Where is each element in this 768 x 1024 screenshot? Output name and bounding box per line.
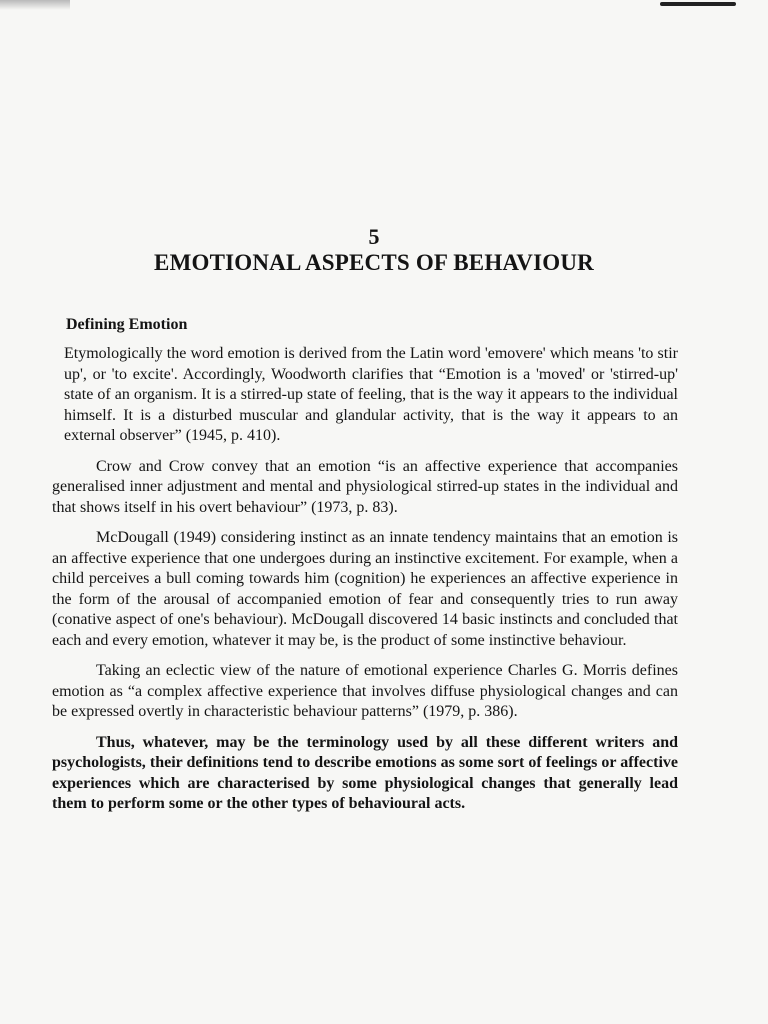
chapter-number: 5	[368, 224, 380, 249]
chapter-body	[52, 316, 678, 825]
scan-mark	[660, 2, 736, 6]
paragraph-crow: Crow and Crow convey that an emotion “is an affective experience that accompanies generalised inner adjustment and mental and physiological stirred-up states in the individual and that shows itself in his overt behaviour” (1973, p. 83).	[52, 457, 678, 516]
section-heading: Defining Emotion	[66, 316, 188, 333]
paragraph-etymology: Etymologically the word emotion is derived from the Latin word 'emovere' which means 'to stir up', or 'to excite'. Accordingly, Woodworth clarifies that “Emotion is a 'moved' or 'stirred-up' state of an organism. It is a stirred-up state of feeling, that is the way it appears to the individual himself. It is a disturbed muscular and glandular activity, that is the way it appears to an external observer” (1945, p. 410).	[64, 345, 678, 444]
paragraph-mcdougall: McDougall (1949) considering instinct as an innate tendency maintains that an emotion is an affective experience that one undergoes during an instinctive excitement. For example, when a child perceives a bull coming towards him (cognition) he experiences an affective experience in the form of the arousal of accompanied emotion of fear and consequently tries to run away (conative aspect of one's behaviour). McDougall discovered 14 basic instincts and concluded that each and every emotion, whatever it may be, is the product of some instinctive behaviour.	[52, 529, 678, 649]
scan-shadow	[0, 0, 70, 10]
paragraph-summary: Thus, whatever, may be the terminology used by all these different writers and psychologists, their definitions tend to describe emotions as some sort of feelings or affective experiences which are characterised by some physiological changes that generally lead them to perform some or the other types of behavioural acts.	[52, 733, 678, 812]
chapter-title: EMOTIONAL ASPECTS OF BEHAVIOUR	[154, 250, 594, 275]
paragraph-morris: Taking an eclectic view of the nature of emotional experience Charles G. Morris defines emotion as “a complex affective experience that involves diffuse physiological changes and can be expressed overtly in characteristic behaviour patterns” (1979, p. 386).	[52, 662, 678, 720]
